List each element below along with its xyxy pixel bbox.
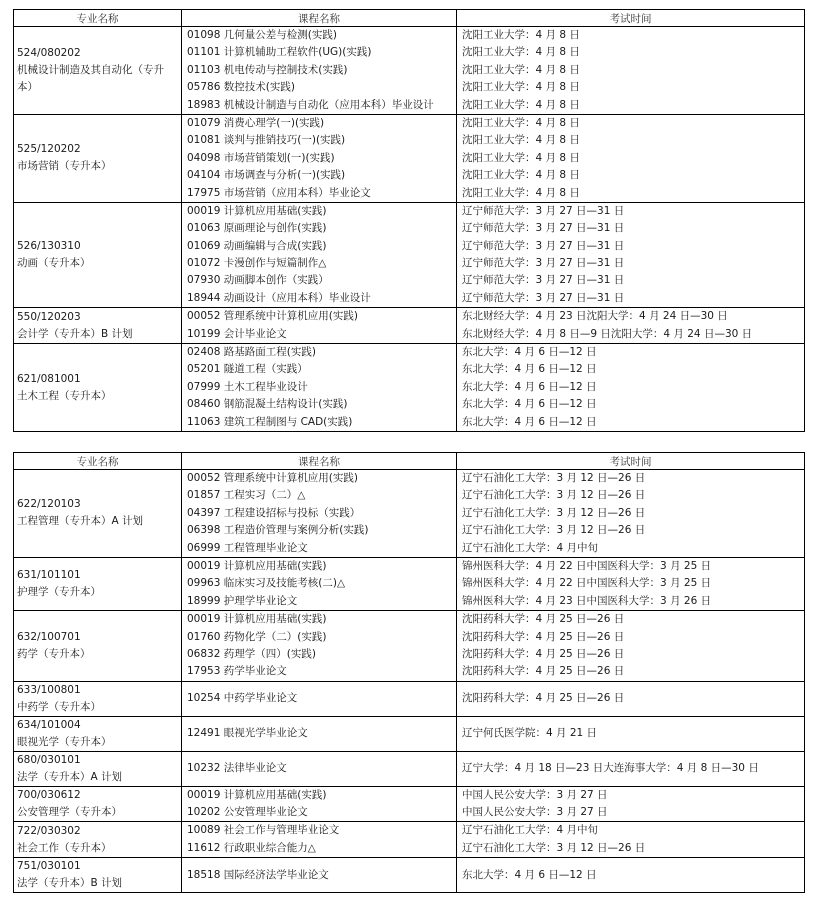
major-code: 633/100801 [17, 683, 81, 696]
table-row [14, 611, 805, 682]
table-body [14, 470, 805, 893]
course-line [187, 690, 456, 707]
course-name: 机械设计制造与自动化（应用本科）毕业设计 [223, 98, 434, 111]
course-code: 17975 [187, 186, 221, 199]
course-code: 01098 [187, 29, 221, 41]
course-name: 钢筋混凝土结构设计(实践) [223, 398, 348, 411]
course-name: 行政职业综合能力△ [223, 841, 316, 854]
course-cell [182, 681, 457, 716]
exam-time: 沈阳药科大学：4 月 25 日—26 日 [462, 630, 625, 643]
header-row [14, 453, 805, 470]
table-row [14, 557, 805, 610]
course-name: 国际经济法学毕业论文 [223, 868, 329, 881]
exam-time: 东北大学：4 月 6 日—12 日 [462, 868, 597, 881]
course-line [187, 760, 456, 777]
course-code: 06832 [187, 647, 221, 660]
course-code: 01103 [187, 63, 221, 76]
course-line [187, 308, 456, 325]
header-course: 课程名称 [182, 10, 457, 27]
course-line [187, 629, 456, 646]
course-code: 10199 [187, 327, 221, 340]
course-code: 02408 [187, 346, 221, 359]
exam-time: 东北大学：4 月 6 日—12 日 [462, 380, 597, 393]
header-time: 考试时间 [457, 10, 805, 27]
major-name: 工程管理（专升本）A 计划 [17, 515, 144, 528]
exam-time: 东北大学：4 月 6 日—12 日 [462, 415, 597, 428]
course-name: 计算机应用基础(实践) [223, 788, 327, 801]
major-cell [14, 751, 182, 786]
time-cell [457, 858, 805, 893]
exam-time: 辽宁何氏医学院：4 月 21 日 [462, 726, 598, 739]
course-line [187, 220, 456, 237]
course-line [187, 522, 456, 539]
course-line [187, 290, 456, 307]
course-line [187, 27, 456, 44]
course-name: 计算机应用基础(实践) [223, 613, 327, 626]
course-code: 11063 [187, 415, 221, 428]
exam-time: 沈阳药科大学：4 月 25 日—26 日 [462, 665, 625, 678]
exam-time: 辽宁石油化工大学：3 月 12 日—26 日 [462, 489, 646, 502]
course-name: 工程实习（二）△ [223, 489, 306, 502]
course-name: 社会工作与管理毕业论文 [223, 824, 340, 837]
course-line [187, 344, 456, 361]
course-name: 动画编辑与合成(实践) [223, 239, 327, 252]
course-cell [182, 344, 457, 432]
course-line [187, 361, 456, 378]
table-row [14, 716, 805, 751]
exam-time: 辽宁大学：4 月 18 日—23 日大连海事大学：4 月 8 日—30 日 [462, 761, 759, 774]
major-name: 药学（专升本） [17, 647, 91, 660]
time-cell [457, 611, 805, 682]
time-cell [457, 751, 805, 786]
course-code: 10232 [187, 761, 221, 774]
course-cell [182, 858, 457, 893]
course-code: 01760 [187, 630, 221, 643]
table-body [14, 27, 805, 432]
course-name: 谈判与推销技巧(一)(实践) [223, 134, 346, 147]
course-line [187, 505, 456, 522]
major-name: 护理学（专升本） [17, 586, 101, 599]
exam-time: 东北大学：4 月 6 日—12 日 [462, 363, 597, 376]
schedule-table-2 [13, 452, 805, 893]
course-code: 04098 [187, 151, 221, 164]
course-name: 路基路面工程(实践) [223, 346, 316, 359]
course-line [187, 540, 456, 557]
major-cell [14, 858, 182, 893]
exam-time: 东北财经大学：4 月 8 日—9 日沈阳大学：4 月 24 日—30 日 [462, 327, 753, 340]
course-code: 00052 [187, 472, 221, 484]
exam-time: 锦州医科大学：4 月 23 日中国医科大学：3 月 26 日 [462, 594, 712, 607]
major-name: 眼视光学（专升本） [17, 735, 112, 748]
exam-time: 沈阳工业大学：4 月 8 日 [462, 169, 580, 182]
course-code: 01101 [187, 46, 221, 59]
exam-time: 辽宁石油化工大学：3 月 12 日—26 日 [462, 524, 646, 537]
exam-time: 沈阳工业大学：4 月 8 日 [462, 134, 580, 147]
time-cell [457, 716, 805, 751]
exam-time: 沈阳工业大学：4 月 8 日 [462, 46, 580, 59]
course-code: 01063 [187, 222, 221, 235]
exam-time: 沈阳工业大学：4 月 8 日 [462, 151, 580, 164]
exam-time: 锦州医科大学：4 月 22 日中国医科大学：3 月 25 日 [462, 577, 712, 590]
course-code: 00019 [187, 613, 221, 626]
table-row [14, 751, 805, 786]
time-cell [457, 308, 805, 344]
course-line [187, 558, 456, 575]
major-code: 621/081001 [17, 372, 81, 385]
major-name: 会计学（专升本）B 计划 [17, 327, 133, 340]
table-row [14, 858, 805, 893]
major-code: 680/030101 [17, 753, 81, 766]
exam-time: 辽宁石油化工大学：4 月中旬 [462, 824, 599, 837]
course-cell [182, 822, 457, 858]
course-code: 18944 [187, 291, 221, 304]
header-major: 专业名称 [14, 453, 182, 470]
course-line [187, 44, 456, 61]
major-cell [14, 470, 182, 558]
course-name: 管理系统中计算机应用(实践) [223, 310, 358, 323]
exam-time: 辽宁石油化工大学：3 月 12 日—26 日 [462, 506, 646, 519]
course-cell [182, 114, 457, 202]
course-name: 工程管理毕业论文 [223, 541, 308, 554]
course-code: 18518 [187, 868, 221, 881]
course-name: 土木工程毕业设计 [223, 380, 308, 393]
course-line [187, 725, 456, 742]
course-name: 公安管理毕业论文 [223, 806, 308, 819]
course-name: 护理学毕业论文 [223, 594, 298, 607]
exam-time: 辽宁师范大学：3 月 27 日—31 日 [462, 239, 625, 252]
course-line [187, 840, 456, 857]
course-code: 00019 [187, 204, 221, 217]
exam-time: 沈阳工业大学：4 月 8 日 [462, 98, 580, 111]
course-code: 06999 [187, 541, 221, 554]
course-line [187, 97, 456, 114]
course-name: 建筑工程制图与 CAD(实践) [223, 415, 353, 428]
exam-time: 中国人民公安大学：3 月 27 日 [462, 806, 608, 819]
major-name: 社会工作（专升本） [17, 841, 112, 854]
course-line [187, 132, 456, 149]
major-cell [14, 202, 182, 307]
course-line [187, 822, 456, 839]
course-code: 00019 [187, 559, 221, 572]
course-name: 法律毕业论文 [223, 761, 287, 774]
course-name: 卡漫创作与短篇制作△ [223, 257, 327, 270]
course-cell [182, 557, 457, 610]
course-code: 18983 [187, 98, 221, 111]
course-code: 07930 [187, 274, 221, 287]
course-line [187, 115, 456, 132]
major-cell [14, 27, 182, 115]
course-name: 药理学（四）(实践) [223, 647, 316, 660]
course-cell [182, 751, 457, 786]
course-line [187, 185, 456, 202]
course-code: 01069 [187, 239, 221, 252]
course-code: 01081 [187, 134, 221, 147]
course-name: 动画设计（应用本科）毕业设计 [223, 291, 371, 304]
exam-time: 中国人民公安大学：3 月 27 日 [462, 788, 608, 801]
major-code: 700/030612 [17, 789, 81, 802]
course-cell [182, 716, 457, 751]
time-cell [457, 786, 805, 822]
exam-time: 沈阳工业大学：4 月 8 日 [462, 116, 580, 129]
major-code: 525/120202 [17, 143, 81, 156]
course-name: 工程造价管理与案例分析(实践) [223, 524, 369, 537]
course-name: 市场调查与分析(一)(实践) [223, 169, 346, 182]
major-name: 法学（专升本）B 计划 [17, 877, 123, 890]
course-cell [182, 470, 457, 558]
course-name: 市场营销策划(一)(实践) [223, 151, 335, 164]
course-name: 药物化学（二）(实践) [223, 630, 327, 643]
major-cell [14, 681, 182, 716]
course-line [187, 414, 456, 431]
table-row [14, 470, 805, 558]
course-line [187, 470, 456, 487]
time-cell [457, 557, 805, 610]
course-name: 计算机应用基础(实践) [223, 559, 327, 572]
major-name: 市场营销（专升本） [17, 160, 112, 173]
exam-time: 沈阳药科大学：4 月 25 日—26 日 [462, 647, 625, 660]
major-name: 动画（专升本） [17, 257, 91, 270]
time-cell [457, 27, 805, 115]
course-cell [182, 786, 457, 822]
course-code: 05786 [187, 81, 221, 94]
table-row [14, 681, 805, 716]
exam-time: 锦州医科大学：4 月 22 日中国医科大学：3 月 25 日 [462, 559, 712, 572]
course-line [187, 167, 456, 184]
course-code: 01072 [187, 257, 221, 270]
major-cell [14, 308, 182, 344]
course-line [187, 867, 456, 884]
table-row [14, 114, 805, 202]
major-name: 公安管理学（专升本） [17, 806, 122, 819]
course-code: 10089 [187, 824, 221, 837]
course-cell [182, 202, 457, 307]
course-name: 动画脚本创作（实践） [223, 274, 329, 287]
exam-time: 辽宁石油化工大学：3 月 12 日—26 日 [462, 472, 646, 484]
major-cell [14, 611, 182, 682]
exam-time: 沈阳药科大学：4 月 25 日—26 日 [462, 613, 625, 626]
course-code: 09963 [187, 577, 221, 590]
exam-time: 辽宁师范大学：3 月 27 日—31 日 [462, 204, 625, 217]
course-line [187, 487, 456, 504]
time-cell [457, 344, 805, 432]
time-cell [457, 202, 805, 307]
course-line [187, 79, 456, 96]
course-code: 17953 [187, 665, 221, 678]
exam-time: 辽宁石油化工大学：4 月中旬 [462, 541, 599, 554]
exam-time: 东北大学：4 月 6 日—12 日 [462, 398, 597, 411]
course-line [187, 593, 456, 610]
course-code: 12491 [187, 726, 221, 739]
major-code: 550/120203 [17, 310, 81, 323]
schedule-table-1 [13, 9, 805, 432]
header-time: 考试时间 [457, 453, 805, 470]
course-code: 05201 [187, 363, 221, 376]
header-major: 专业名称 [14, 10, 182, 27]
course-line [187, 804, 456, 821]
course-line [187, 238, 456, 255]
course-code: 07999 [187, 380, 221, 393]
table-row [14, 344, 805, 432]
course-line [187, 62, 456, 79]
course-cell [182, 611, 457, 682]
time-cell [457, 114, 805, 202]
exam-time: 辽宁石油化工大学：3 月 12 日—26 日 [462, 841, 646, 854]
course-name: 机电传动与控制技术(实践) [223, 63, 348, 76]
exam-time: 辽宁师范大学：3 月 27 日—31 日 [462, 291, 625, 304]
course-name: 工程建设招标与投标（实践） [223, 506, 361, 519]
course-cell [182, 308, 457, 344]
course-line [187, 379, 456, 396]
exam-time: 沈阳药科大学：4 月 25 日—26 日 [462, 691, 625, 704]
course-code: 10202 [187, 806, 221, 819]
course-line [187, 611, 456, 628]
course-code: 06398 [187, 524, 221, 537]
major-code: 632/100701 [17, 630, 81, 643]
major-name: 土木工程（专升本） [17, 389, 112, 402]
exam-time: 辽宁师范大学：3 月 27 日—31 日 [462, 222, 625, 235]
header-row [14, 10, 805, 27]
course-code: 11612 [187, 841, 221, 854]
course-code: 00019 [187, 788, 221, 801]
table-row [14, 308, 805, 344]
course-cell [182, 27, 457, 115]
course-name: 市场营销（应用本科）毕业论文 [223, 186, 371, 199]
course-code: 01857 [187, 489, 221, 502]
course-line [187, 150, 456, 167]
exam-time: 沈阳工业大学：4 月 8 日 [462, 81, 580, 94]
course-name: 中药学毕业论文 [223, 691, 298, 704]
major-code: 631/101101 [17, 569, 81, 582]
course-name: 眼视光学毕业论文 [223, 726, 308, 739]
time-cell [457, 681, 805, 716]
course-name: 药学毕业论文 [223, 665, 287, 678]
exam-time: 东北大学：4 月 6 日—12 日 [462, 346, 597, 359]
header-course: 课程名称 [182, 453, 457, 470]
major-code: 524/080202 [17, 46, 81, 59]
major-cell [14, 557, 182, 610]
table-row [14, 27, 805, 115]
course-line [187, 203, 456, 220]
course-line [187, 326, 456, 343]
exam-time: 沈阳工业大学：4 月 8 日 [462, 29, 580, 41]
course-code: 00052 [187, 310, 221, 323]
course-line [187, 787, 456, 804]
major-name: 机械设计制造及其自动化（专升本） [17, 63, 164, 93]
exam-time: 辽宁师范大学：3 月 27 日—31 日 [462, 257, 625, 270]
major-name: 法学（专升本）A 计划 [17, 770, 123, 783]
major-code: 622/120103 [17, 498, 81, 511]
course-name: 会计毕业论文 [223, 327, 287, 340]
course-line [187, 396, 456, 413]
course-code: 04104 [187, 169, 221, 182]
major-cell [14, 716, 182, 751]
table-row [14, 822, 805, 858]
major-cell [14, 822, 182, 858]
table-row [14, 786, 805, 822]
major-code: 722/030302 [17, 824, 81, 837]
course-code: 08460 [187, 398, 221, 411]
major-name: 中药学（专升本） [17, 700, 101, 713]
exam-time: 沈阳工业大学：4 月 8 日 [462, 63, 580, 76]
course-name: 计算机辅助工程软件(UG)(实践) [223, 46, 372, 59]
course-line [187, 663, 456, 680]
course-code: 04397 [187, 506, 221, 519]
exam-time: 东北财经大学：4 月 23 日沈阳大学：4 月 24 日—30 日 [462, 310, 728, 323]
major-code: 526/130310 [17, 240, 81, 253]
course-name: 消费心理学(一)(实践) [223, 116, 325, 129]
course-line [187, 575, 456, 592]
exam-time: 沈阳工业大学：4 月 8 日 [462, 186, 580, 199]
course-name: 几何量公差与检测(实践) [223, 29, 337, 41]
time-cell [457, 822, 805, 858]
course-name: 数控技术(实践) [223, 81, 295, 94]
table-row [14, 202, 805, 307]
course-code: 10254 [187, 691, 221, 704]
time-cell [457, 470, 805, 558]
course-name: 计算机应用基础(实践) [223, 204, 327, 217]
course-name: 管理系统中计算机应用(实践) [223, 472, 358, 484]
major-code: 751/030101 [17, 860, 81, 873]
course-code: 18999 [187, 594, 221, 607]
major-cell [14, 786, 182, 822]
course-name: 原画理论与创作(实践) [223, 222, 327, 235]
course-name: 临床实习及技能考核(二)△ [223, 577, 346, 590]
major-code: 634/101004 [17, 718, 81, 731]
major-cell [14, 344, 182, 432]
major-cell [14, 114, 182, 202]
course-code: 01079 [187, 116, 221, 129]
course-line [187, 255, 456, 272]
course-line [187, 646, 456, 663]
course-line [187, 272, 456, 289]
course-name: 隧道工程（实践） [223, 363, 308, 376]
exam-time: 辽宁师范大学：3 月 27 日—31 日 [462, 274, 625, 287]
